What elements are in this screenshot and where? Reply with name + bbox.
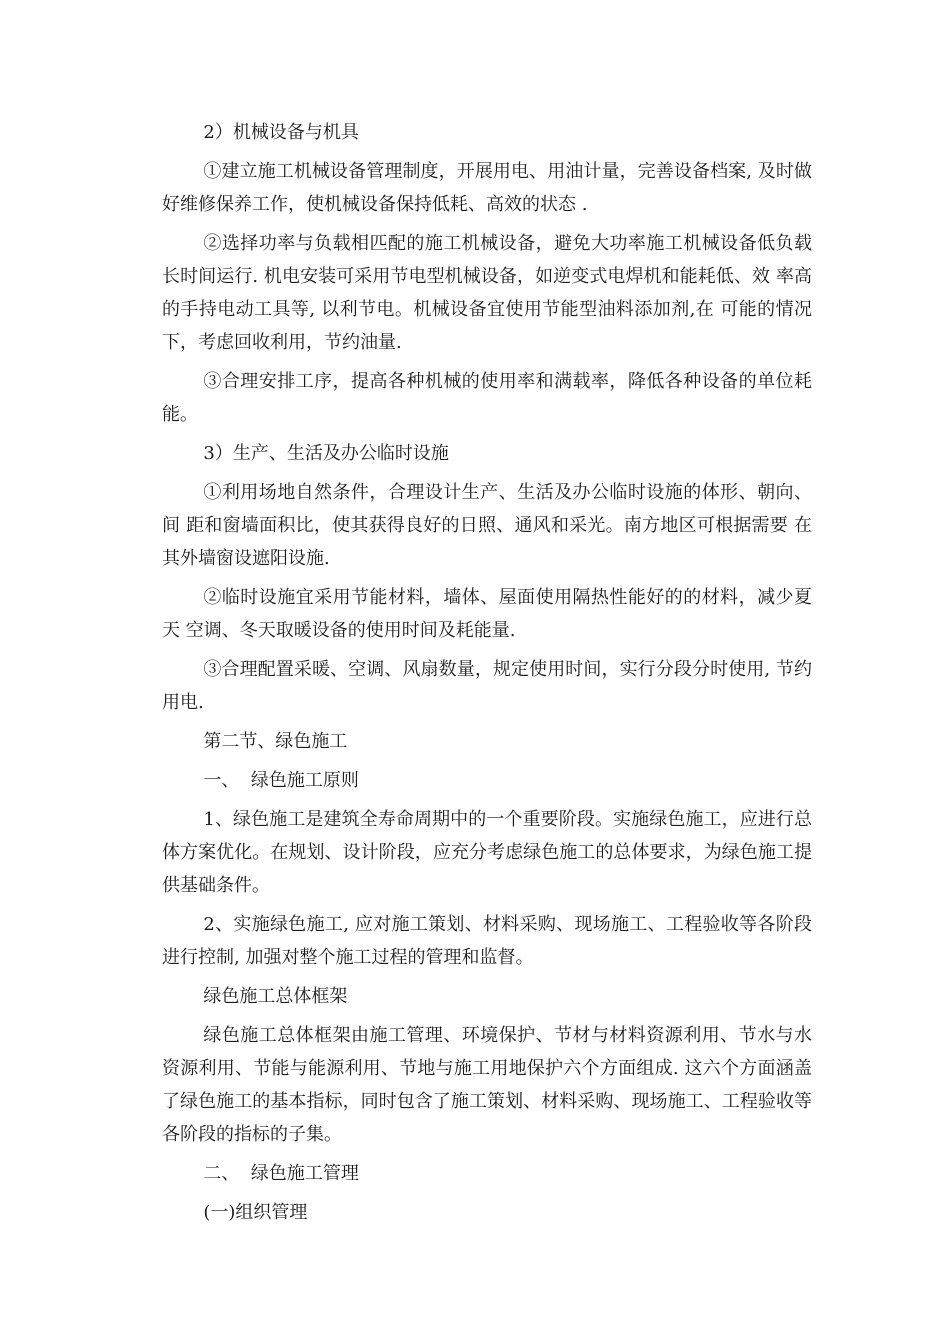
paragraph-facilities-3: ③合理配置采暖、空调、风扇数量，规定使用时间，实行分段分时使用, 节约用电. — [162, 659, 812, 713]
paragraph-machinery-3: ③合理安排工序，提高各种机械的使用率和满载率，降低各种设备的单位耗能。 — [162, 371, 812, 425]
paragraph-principle-2: 2、实施绿色施工, 应对施工策划、材料采购、现场施工、工程验收等各阶段进行控制, 加强对整个施工过程的管理和监督。 — [162, 914, 812, 968]
paragraph-framework: 绿色施工总体框架由施工管理、环境保护、节材与材料资源利用、节水与水资源利用、节能与能源利用、节地与施工用地保护六个方面组成. 这六个方面涵盖了绿色施工的基本指标，同时包含了施工策划、材料采购、现场施工、工程验收等各阶段的指标的子集。 — [162, 1025, 812, 1145]
subsection-title-framework: 绿色施工总体框架 — [203, 986, 348, 1007]
subsection-title-principles: 一、 绿色施工原则 — [203, 770, 359, 791]
paragraph-facilities-1: ①利用场地自然条件，合理设计生产、生活及办公临时设施的体形、朝向、间 距和窗墙面积比，使其获得良好的日照、通风和采光。南方地区可根据需要 在其外墙窗设遮阳设施. — [162, 482, 812, 569]
paragraph-facilities-2: ②临时设施宜采用节能材料，墙体、屋面使用隔热性能好的的材料，减少夏天 空调、冬天取暖设备的使用时间及耗能量. — [162, 587, 812, 641]
paragraph-machinery-1: ①建立施工机械设备管理制度，开展用电、用油计量，完善设备档案, 及时做 好维修保养工作，使机械设备保持低耗、高效的状态 . — [162, 161, 818, 215]
paragraph-principle-1: 1、绿色施工是建筑全寿命周期中的一个重要阶段。实施绿色施工，应进行总体方案优化。在规划、设计阶段，应充分考虑绿色施工的总体要求，为绿色施工提供基础条件。 — [162, 809, 812, 896]
section-title-green-construction: 第二节、绿色施工 — [203, 731, 348, 752]
subsection-title-management: 二、 绿色施工管理 — [203, 1163, 359, 1184]
section-heading-machinery: 2）机械设备与机具 — [203, 122, 359, 143]
document-body — [162, 116, 818, 1235]
section-heading-temporary-facilities: 3）生产、生活及办公临时设施 — [203, 443, 449, 464]
subsection-title-organization: (一)组织管理 — [203, 1202, 308, 1223]
paragraph-machinery-2: ②选择功率与负载相匹配的施工机械设备，避免大功率施工机械设备低负载长时间运行. 机电安装可采用节电型机械设备，如逆变式电焊机和能耗低、效 率高的手持电动工具等, 以利节电。机械设备宜使用节能型油料添加剂,在 可能的情况下，考虑回收利用，节约油量. — [162, 233, 812, 353]
